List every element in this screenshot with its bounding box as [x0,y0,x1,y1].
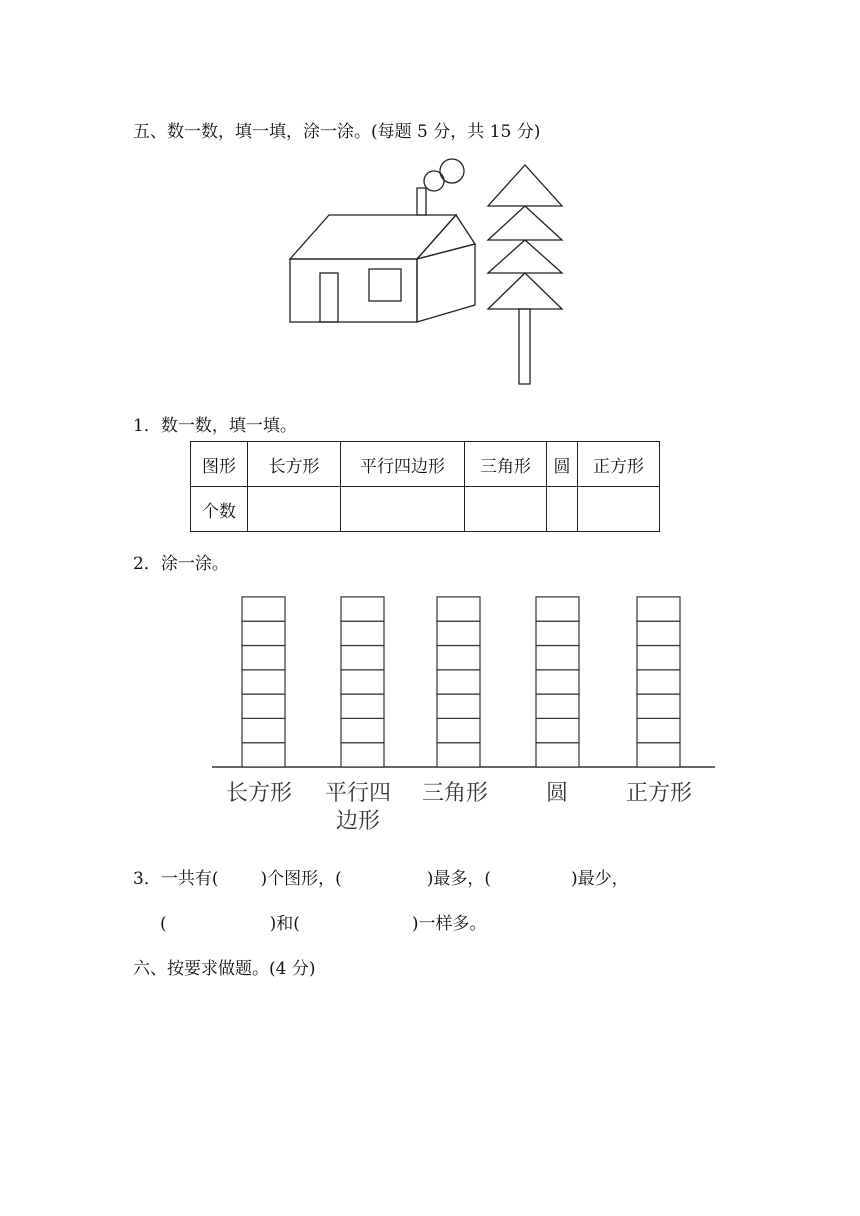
q3-text-4: )最少， [570,869,629,889]
count-cell-parallelogram[interactable] [341,487,465,532]
col-rectangle: 长方形 [248,442,341,487]
row-header-count: 个数 [191,487,248,532]
q2-title: 2．涂一涂。 [133,554,229,574]
bar-cell-rectangle-1[interactable] [242,743,285,767]
bar-cell-circle-1[interactable] [536,743,579,767]
section5-title: 五、数一数，填一填，涂一涂。(每题 5 分，共 15 分) [133,122,541,142]
count-cell-circle[interactable] [547,487,578,532]
col-parallelogram: 平行四边形 [341,442,465,487]
bar-cell-parallelogram-7[interactable] [341,597,384,621]
roof-side [417,215,475,259]
bar-cell-rectangle-4[interactable] [242,670,285,694]
bar-cell-square-5[interactable] [637,646,680,670]
bar-cell-parallelogram-3[interactable] [341,694,384,718]
bar-cell-rectangle-2[interactable] [242,718,285,742]
bar-cell-circle-7[interactable] [536,597,579,621]
bar-label-parallelogram: 平行四边形 [324,781,391,834]
section6-title: 六、按要求做题。(4 分) [133,959,316,979]
row-header-shape: 图形 [191,442,248,487]
bar-cell-square-7[interactable] [637,597,680,621]
bar-cell-parallelogram-1[interactable] [341,743,384,767]
col-circle: 圆 [547,442,578,487]
q3-line1 [133,864,629,889]
q3-text-3: )最多，( [426,869,491,889]
count-cell-triangle[interactable] [465,487,547,532]
q1-title: 1．数一数，填一填。 [133,416,297,436]
door [320,273,338,322]
bar-cell-circle-6[interactable] [536,621,579,645]
tree-triangle-1 [488,165,562,206]
table-row-counts [191,487,660,532]
q3-text-5: ( [160,914,167,934]
bar-cell-rectangle-3[interactable] [242,694,285,718]
bar-label-triangle: 三角形 [421,781,488,806]
roof-front [290,215,456,259]
tree-trunk [519,309,530,384]
bar-cell-circle-3[interactable] [536,694,579,718]
bar-cell-square-3[interactable] [637,694,680,718]
house-side [417,244,475,322]
bar-cell-rectangle-6[interactable] [242,621,285,645]
tree-triangle-2 [488,206,562,240]
bar-cell-parallelogram-2[interactable] [341,718,384,742]
count-cell-rectangle[interactable] [248,487,341,532]
bar-cell-triangle-2[interactable] [437,718,480,742]
count-table [190,441,660,532]
bar-label-square: 正方形 [625,781,692,806]
bar-cell-circle-4[interactable] [536,670,579,694]
bar-cell-triangle-4[interactable] [437,670,480,694]
table-row-shapes [191,442,660,487]
house-tree-illustration [0,0,860,400]
bar-cell-parallelogram-6[interactable] [341,621,384,645]
bar-cell-parallelogram-4[interactable] [341,670,384,694]
bar-label-circle: 圆 [545,781,568,806]
bar-cell-square-2[interactable] [637,718,680,742]
bar-cell-triangle-1[interactable] [437,743,480,767]
bar-label-rectangle: 长方形 [225,781,292,806]
q3-line2 [160,909,487,934]
bar-cell-circle-5[interactable] [536,646,579,670]
bar-cell-triangle-6[interactable] [437,621,480,645]
smoke-circle-large [440,159,464,183]
q3-text-6: )和( [269,914,300,934]
bar-cell-rectangle-5[interactable] [242,646,285,670]
bar-cell-rectangle-7[interactable] [242,597,285,621]
q3-text-1: 3．一共有( [133,869,219,889]
bar-cell-triangle-3[interactable] [437,694,480,718]
window [369,269,401,301]
bar-cell-circle-2[interactable] [536,718,579,742]
bar-cell-triangle-5[interactable] [437,646,480,670]
col-triangle: 三角形 [465,442,547,487]
chimney [417,188,426,215]
bar-cell-square-4[interactable] [637,670,680,694]
bar-cell-square-1[interactable] [637,743,680,767]
q3-text-7: )一样多。 [411,914,487,934]
tree-triangle-4 [488,273,562,309]
bar-cell-parallelogram-5[interactable] [341,646,384,670]
count-cell-square[interactable] [578,487,660,532]
bar-cell-square-6[interactable] [637,621,680,645]
col-square: 正方形 [578,442,660,487]
bar-cell-triangle-7[interactable] [437,597,480,621]
tree-triangle-3 [488,240,562,273]
coloring-bars [0,580,860,780]
q3-text-2: )个图形，( [260,869,342,889]
